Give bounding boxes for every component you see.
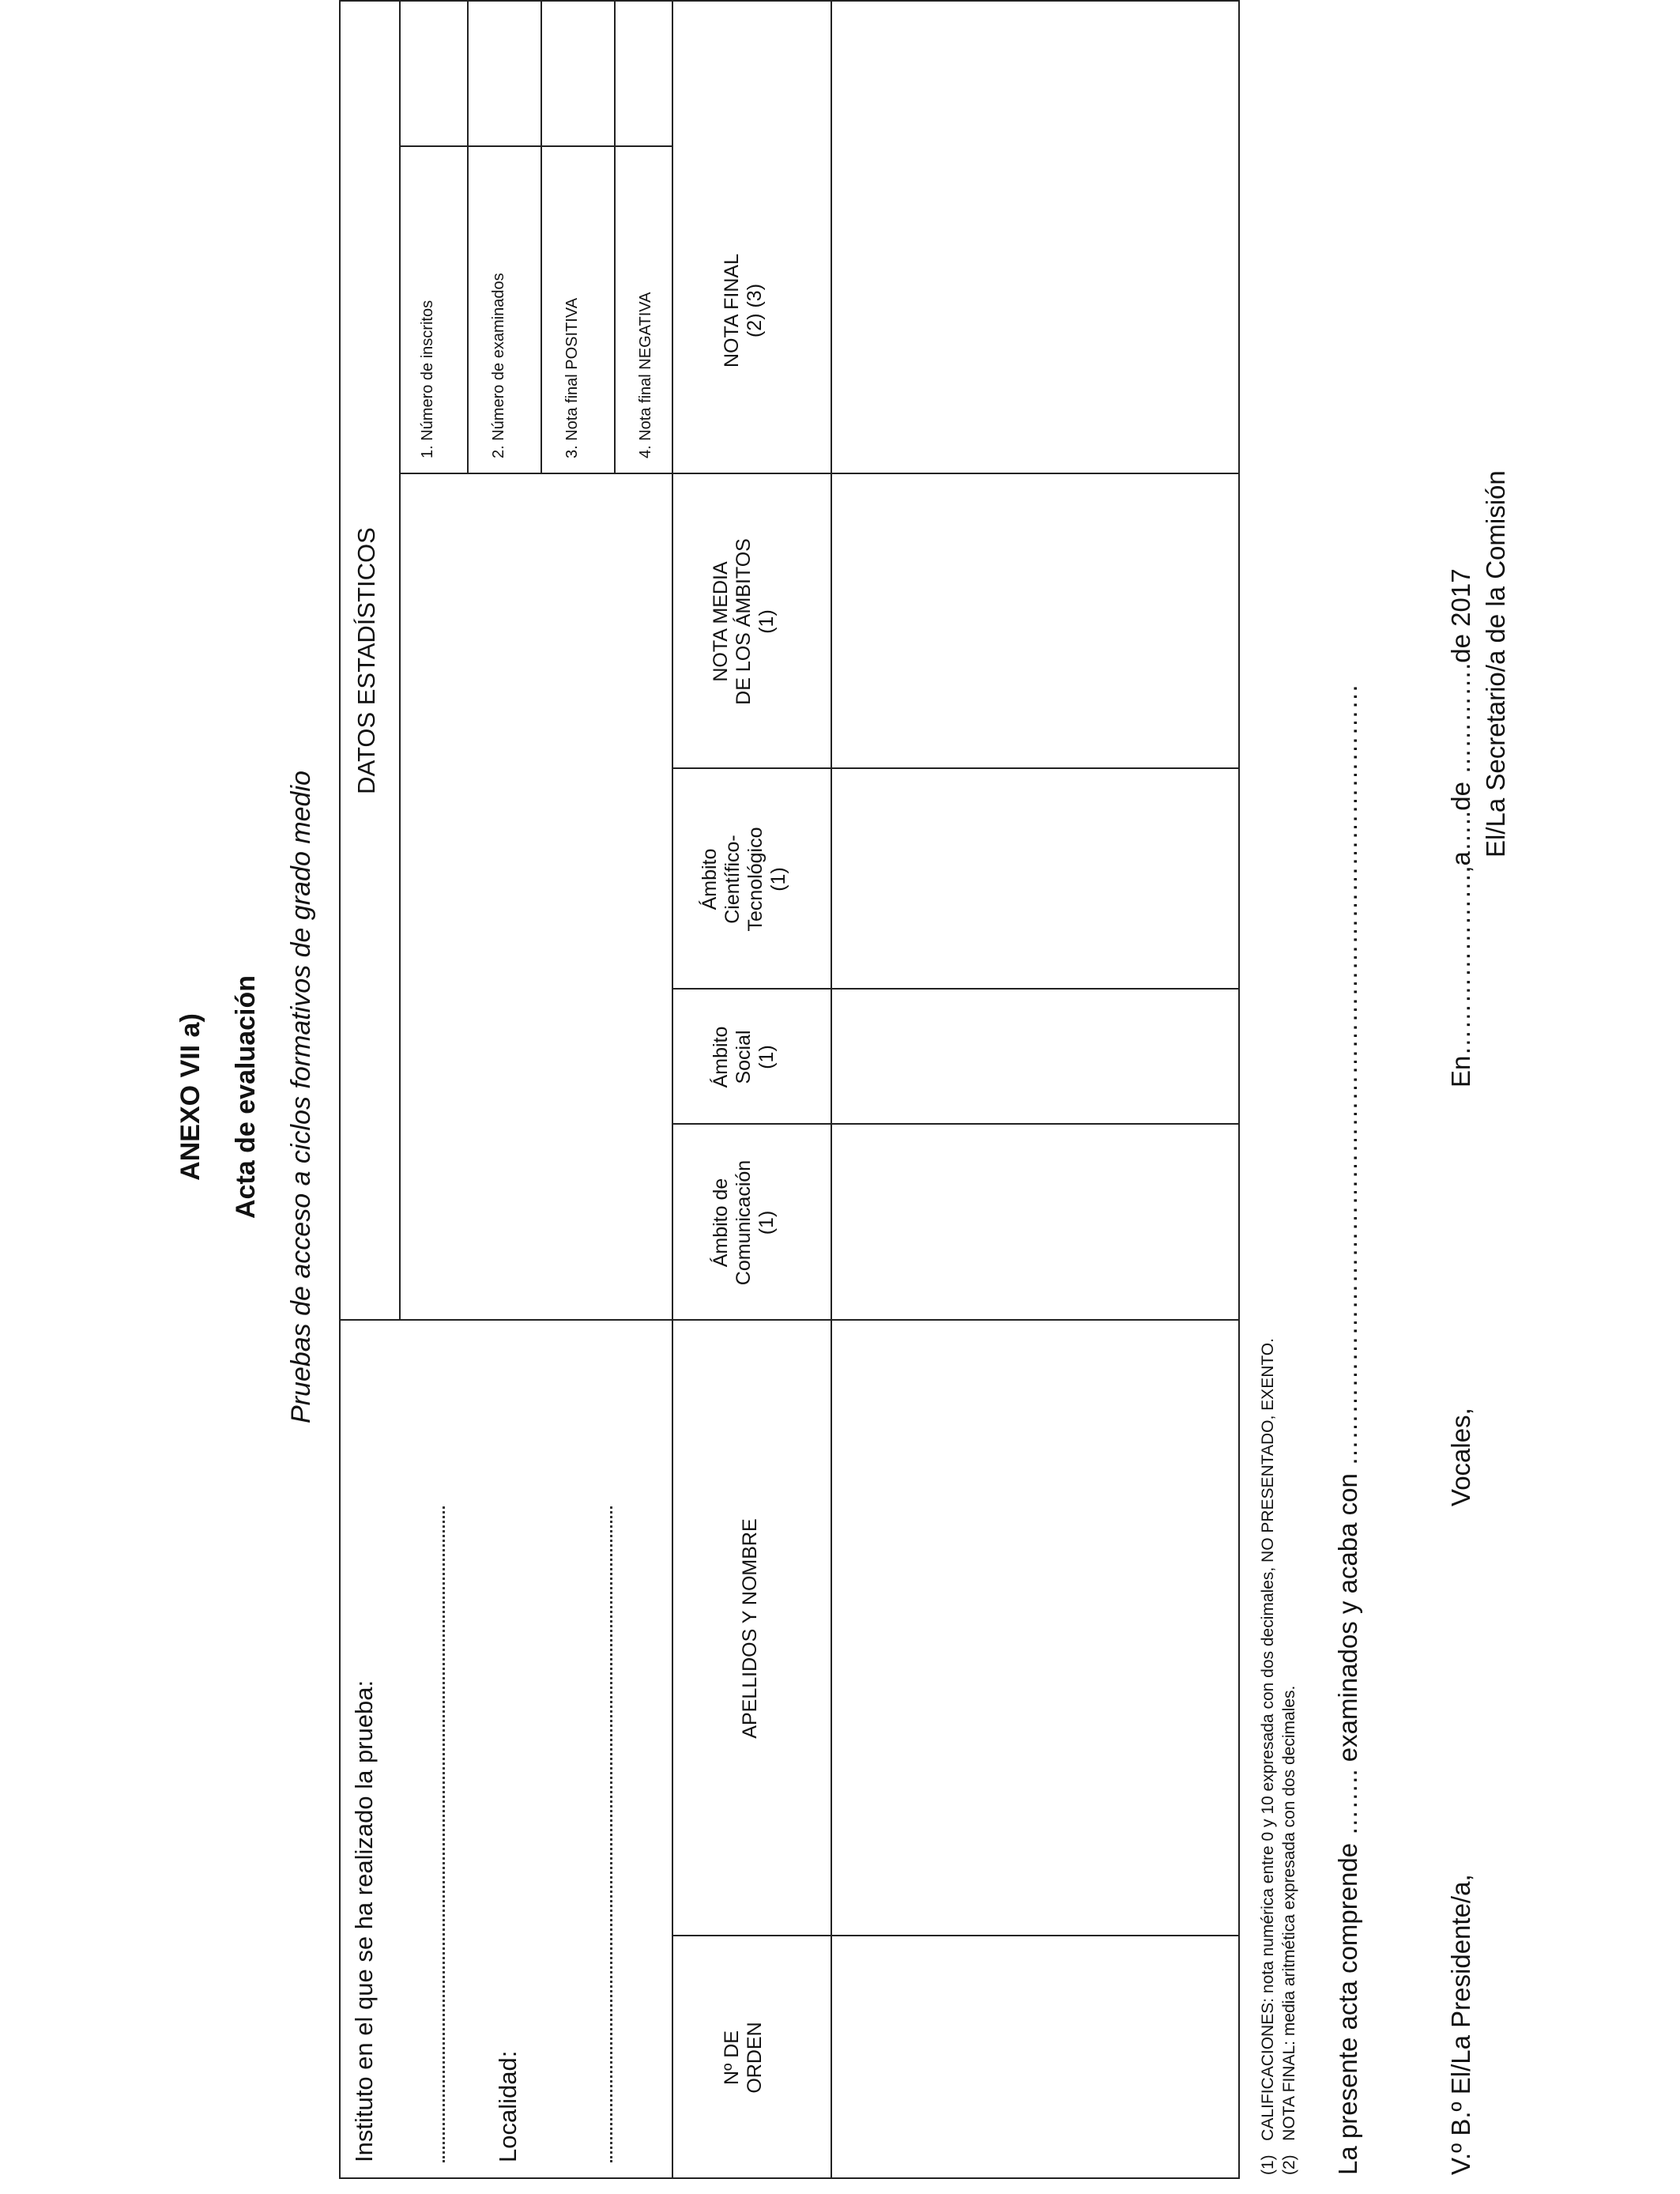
document-subtitle: Pruebas de acceso a ciclos formativos de grado medio xyxy=(286,771,316,1423)
column-social-header: Ámbito Social (1) xyxy=(710,1026,778,1088)
stat-item-positiva: 3. Nota final POSITIVA xyxy=(563,297,581,458)
institute-label: Instituto en el que se ha realizado la prueba: xyxy=(350,1679,378,2162)
note-1: (1) CALIFICACIONES: nota numérica entre 0 y 10 expresada con dos decimales, NO PRESENTADO, EXENTO. xyxy=(1259,1338,1277,2175)
column-comunicacion-header: Ámbito de Comunicación (1) xyxy=(710,1159,778,1286)
stat-item-inscritos: 1. Número de inscritos xyxy=(419,300,436,458)
column-cientifico-header: Ámbito Científico- Tecnológico (1) xyxy=(699,827,789,932)
document-title: Acta de evaluación xyxy=(231,975,261,1220)
place-date-line: En…………………,a…..de ………….de 2017 xyxy=(1446,568,1475,1088)
locality-label: Localidad: xyxy=(494,2050,522,2162)
annex-title: ANEXO VII a) xyxy=(175,1013,205,1181)
column-name-header: APELLIDOS Y NOMBRE xyxy=(739,1518,761,1739)
note-2: (2) NOTA FINAL: media aritmética expresada con dos decimales. xyxy=(1280,1685,1298,2175)
column-final-header: NOTA FINAL (2) (3) xyxy=(721,254,766,368)
locality-dotted-line xyxy=(610,1506,612,2162)
summary-line: La presente acta comprende …….. examinados y acaba con ……………………………………………………………………………… xyxy=(1333,683,1362,2175)
column-media-header: NOTA MEDIA DE LOS ÁMBITOS (1) xyxy=(710,538,778,705)
stats-title: DATOS ESTADÍSTICOS xyxy=(352,527,380,794)
column-order-header: Nº DE ORDEN xyxy=(721,2022,766,2094)
vocales-signature-label: Vocales, xyxy=(1446,1408,1475,1506)
institute-dotted-line xyxy=(443,1506,445,2162)
stat-item-examinados: 2. Número de examinados xyxy=(490,273,507,458)
secretary-signature-label: El/La Secretario/a de la Comisión xyxy=(1481,470,1510,858)
president-signature-label: V.º B.º El/La Presidente/a, xyxy=(1446,1874,1475,2175)
stat-item-negativa: 4. Nota final NEGATIVA xyxy=(637,292,654,458)
